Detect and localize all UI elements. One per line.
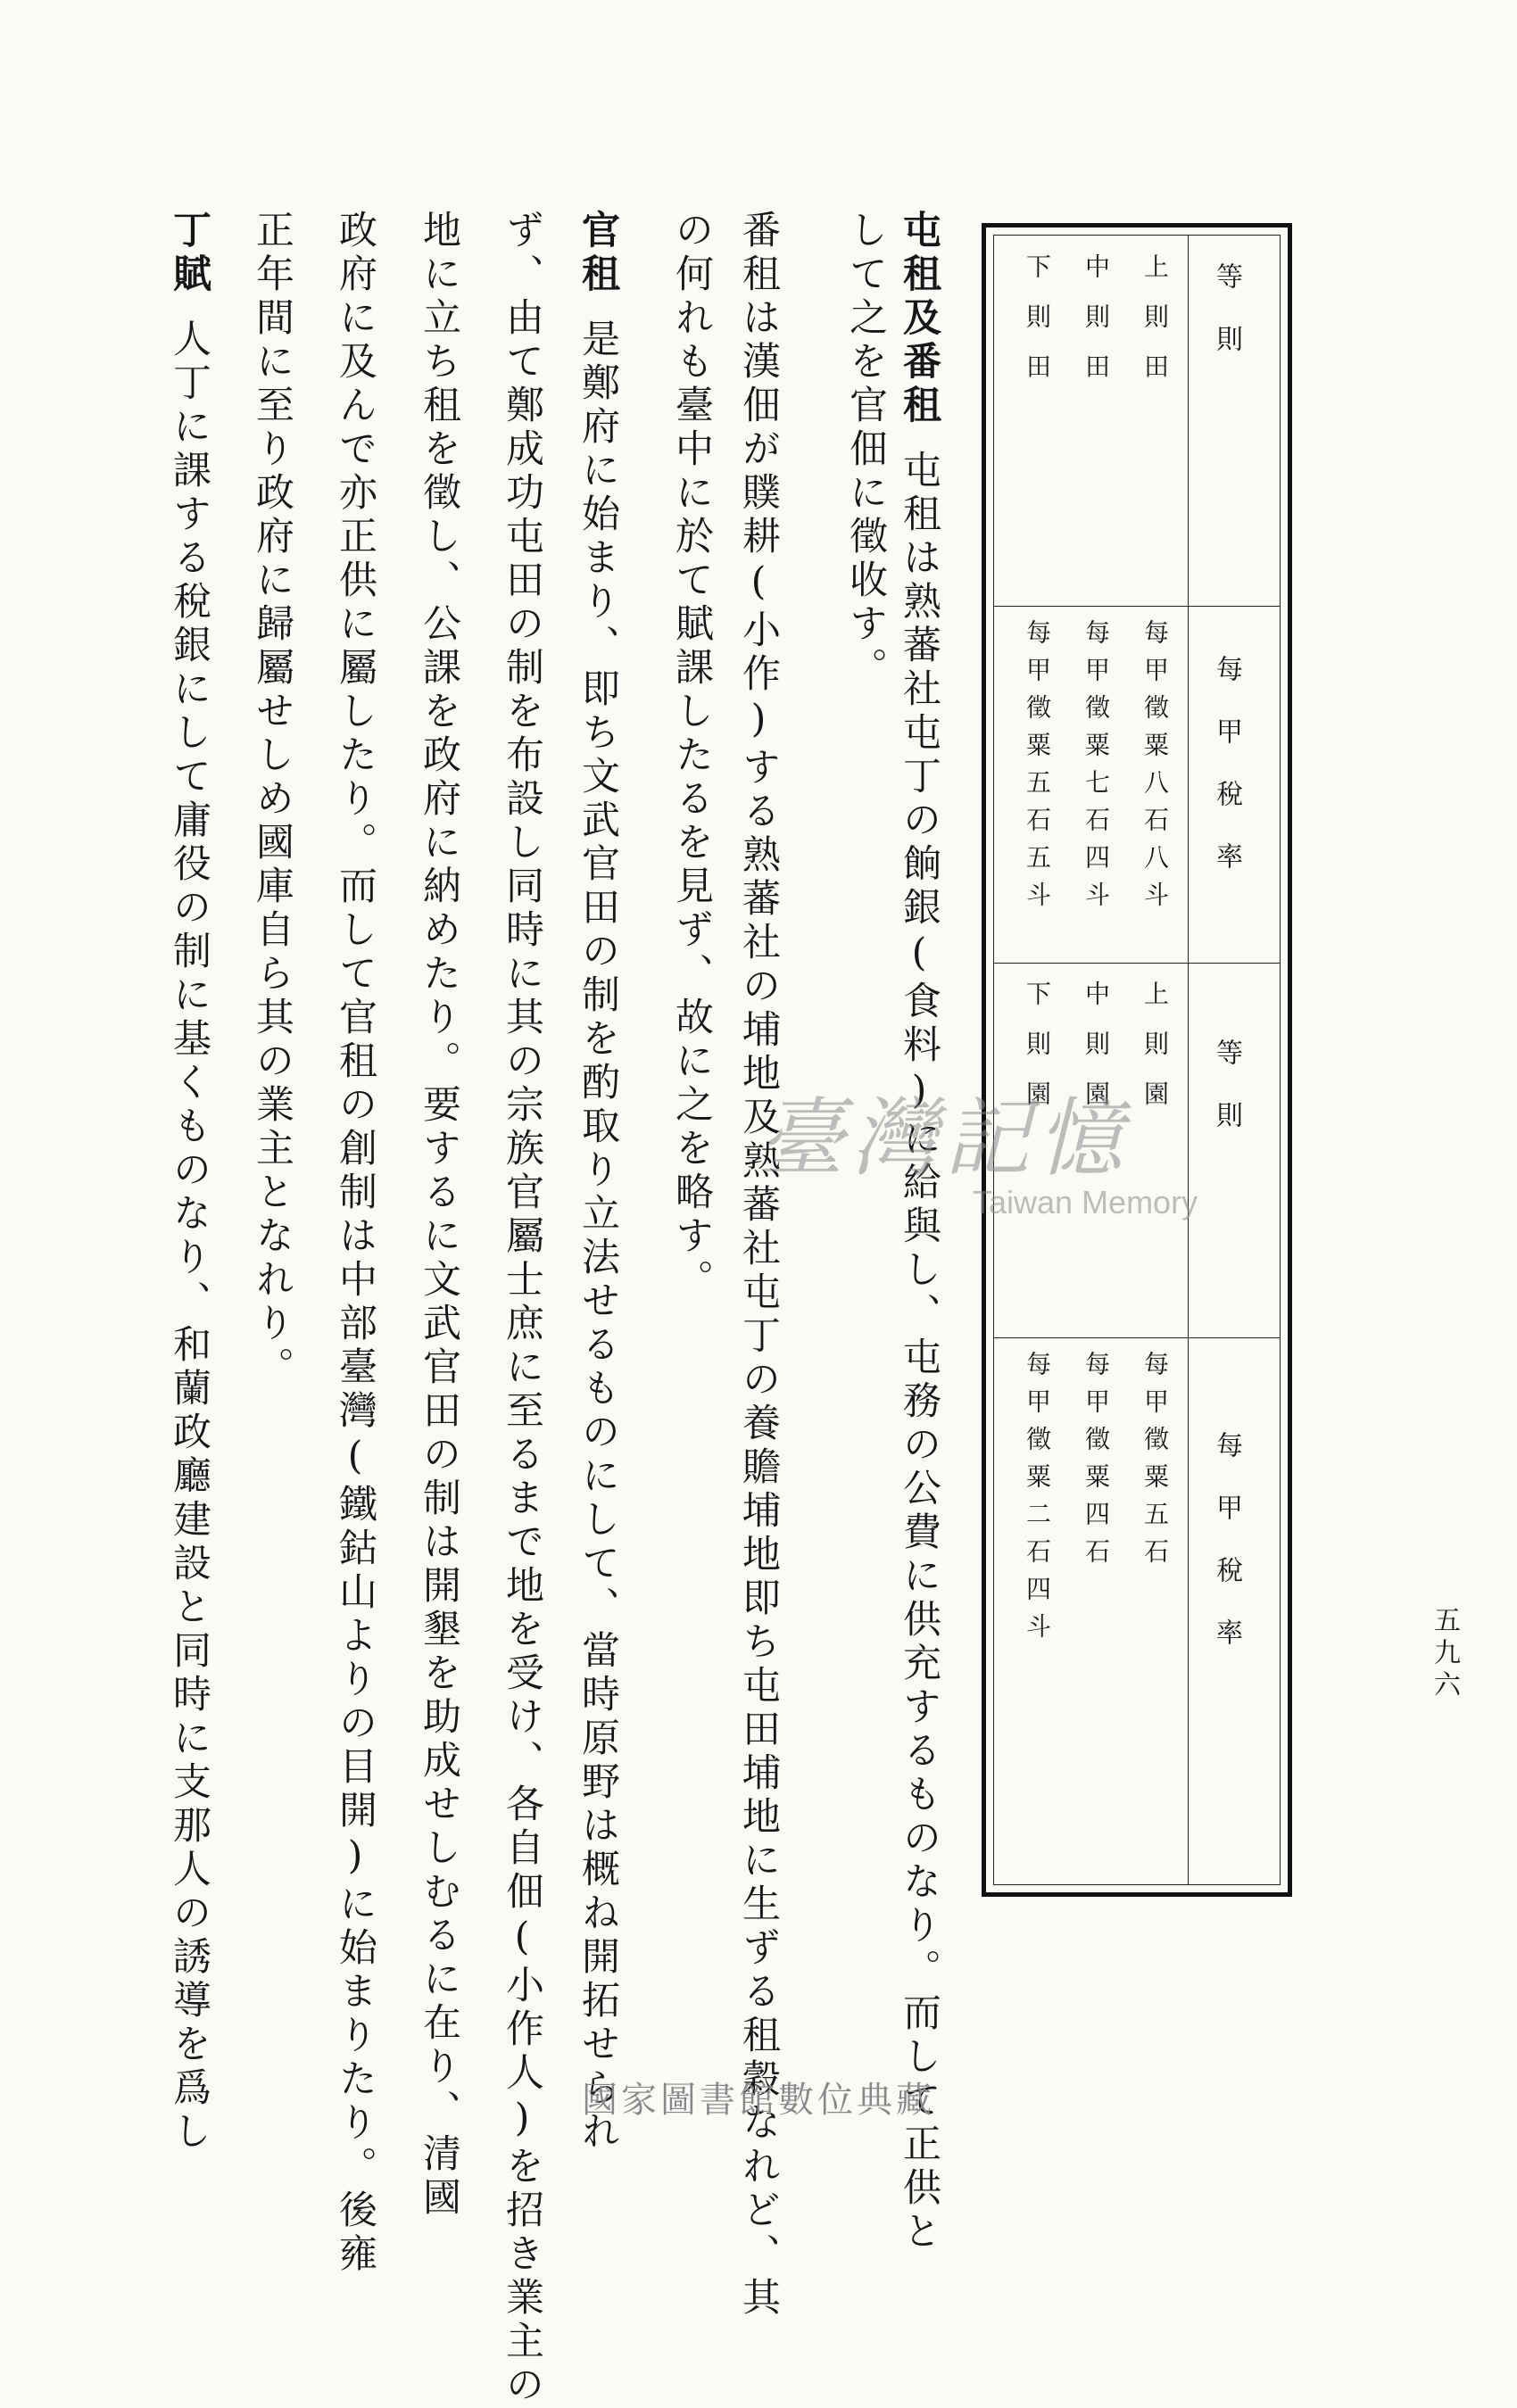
- watermark-english: Taiwan Memory: [973, 1184, 1198, 1221]
- text-line-8: 政府に及んで亦正供に屬したり。而して官租の創制は中部臺灣(鐵鈷山よりの目開)に始まりたり。後雍: [333, 210, 377, 2277]
- header-garden-grade: 等則: [1211, 1039, 1242, 1163]
- heading-official-rent: 官租: [576, 210, 620, 297]
- tax-rate-table: [982, 223, 1292, 1897]
- text-line-2-body: 屯租は熟蕃社屯丁の餉銀(食料)に給與し、屯務の公費に供充するものなり。而して正供と: [897, 450, 941, 2255]
- text-line-10: [162, 210, 217, 2155]
- garden-rate-lower: 每甲徵粟二石四斗: [1023, 1351, 1052, 1651]
- field-rate-upper: 每甲徵粟八石八斗: [1140, 619, 1170, 919]
- garden-rate-middle: 每甲徵粟四石: [1082, 1351, 1111, 1576]
- row-divider: [994, 1337, 1280, 1338]
- field-grade-upper: 上則田: [1140, 253, 1170, 403]
- text-line-9: 正年間に至り政府に歸屬せしめ國庫自ら其の業主となれり。: [250, 210, 294, 1390]
- footer-archive-label: 國家圖書館數位典藏: [582, 2080, 935, 2121]
- row-divider: [994, 963, 1280, 964]
- text-line-5: [571, 210, 626, 2155]
- text-line-6: ず、由て鄭成功屯田の制を布設し同時に其の宗族官屬士庶に至るまで地を受け、各自佃(小作人)を招き業主の: [500, 210, 544, 2408]
- row-divider: [994, 606, 1280, 607]
- garden-grade-lower: 下則園: [1023, 981, 1052, 1130]
- garden-rate-upper: 每甲徵粟五石: [1140, 1351, 1170, 1576]
- field-grade-middle: 中則田: [1082, 253, 1111, 403]
- text-line-3: 番租は漢佃が贌耕(小作)する熟蕃社の埔地及熟蕃社屯丁の養贍埔地即ち屯田埔地に生ずる租穀なれど、其: [736, 210, 781, 2321]
- text-line-10-body: 人丁に課する稅銀にして庸役の制に基くものなり、和蘭政廳建設と同時に支那人の誘導を爲し: [167, 319, 211, 2155]
- text-line-5-body: 是鄭府に始まり、即ち文武官田の制を酌取り立法せるものにして、當時原野は概ね開拓せられ: [576, 319, 620, 2155]
- heading-poll-tax: 丁賦: [167, 210, 211, 297]
- text-line-4: の何れも臺中に於て賦課したるを見ず、故に之を略す。: [669, 210, 714, 1303]
- garden-grade-upper: 上則園: [1140, 981, 1170, 1130]
- field-rate-lower: 每甲徵粟五石五斗: [1023, 619, 1052, 919]
- field-grade-lower: 下則田: [1023, 253, 1052, 403]
- watermark-chinese: 臺灣記憶: [758, 1088, 1130, 1188]
- garden-grade-middle: 中則園: [1082, 981, 1111, 1130]
- header-garden-rate: 每甲稅率: [1211, 1431, 1242, 1681]
- field-rate-middle: 每甲徵粟七石四斗: [1082, 619, 1111, 919]
- header-field-rate: 每甲稅率: [1211, 655, 1242, 905]
- text-line-2: [892, 210, 947, 2255]
- page-number: 五九六: [1429, 1606, 1460, 1702]
- text-line-1: して之を官佃に徵收す。: [843, 210, 888, 691]
- watermark-logo: [758, 1071, 1198, 1221]
- table-header-column: [1188, 236, 1280, 1884]
- text-line-7: 地に立ち租を徵し、公課を政府に納めたり。要するに文武官田の制は開墾を助成せしむるに在り、清國: [417, 210, 461, 2221]
- table-inner-border: [993, 235, 1281, 1885]
- header-field-grade: 等則: [1211, 262, 1242, 387]
- heading-tun-tax: 屯租及番租: [897, 210, 941, 428]
